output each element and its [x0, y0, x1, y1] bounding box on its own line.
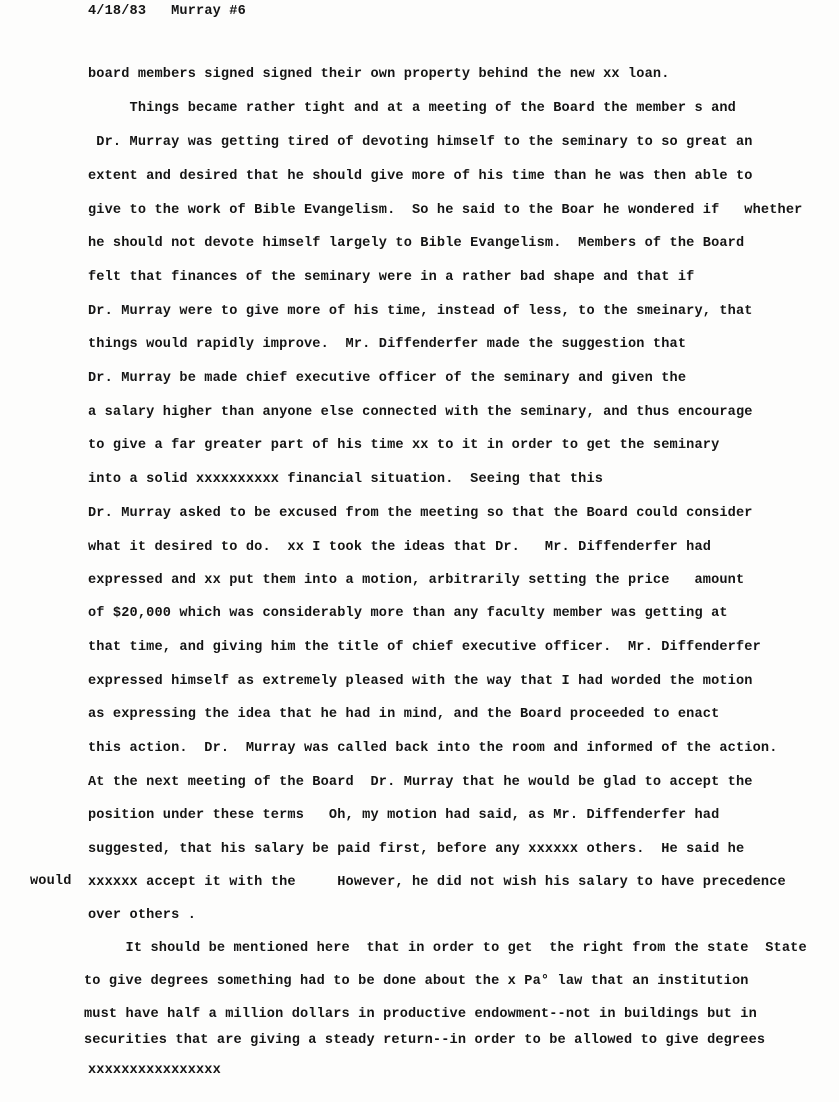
text-line: what it desired to do. xx I took the ideas that Dr. Mr. Diffenderfer had [88, 540, 712, 555]
text-line: this action. Dr. Murray was called back into the room and informed of the action. [88, 741, 778, 756]
page-header [88, 4, 246, 19]
text-line: felt that finances of the seminary were in a rather bad shape and that if [88, 270, 695, 285]
text-line: At the next meeting of the Board Dr. Murray that he would be glad to accept the [88, 775, 753, 790]
text-line: board members signed signed their own property behind the new xx loan. [88, 67, 670, 82]
text-line: to give degrees something had to be done about the x Pa° law that an institution [84, 974, 749, 989]
text-line: Dr. Murray were to give more of his time, instead of less, to the smeinary, that [88, 304, 753, 319]
text-line: over others . [88, 908, 196, 923]
text-line: expressed himself as extremely pleased with the way that I had worded the motion [88, 674, 753, 689]
text-line: Things became rather tight and at a meeting of the Board the member s and [88, 101, 736, 116]
margin-note: would [30, 874, 72, 889]
text-line: give to the work of Bible Evangelism. So he said to the Boar he wondered if whether [88, 203, 803, 218]
text-line: things would rapidly improve. Mr. Diffenderfer made the suggestion that [88, 337, 687, 352]
text-line: must have half a million dollars in productive endowment--not in buildings but in [84, 1007, 757, 1022]
text-line: suggested, that his salary be paid first, before any xxxxxx others. He said he [88, 842, 745, 857]
text-line: Dr. Murray be made chief executive officer of the seminary and given the [88, 371, 687, 386]
text-line: to give a far greater part of his time xx to it in order to get the seminary [88, 438, 720, 453]
text-line: a salary higher than anyone else connected with the seminary, and thus encourage [88, 405, 753, 420]
text-line: xxxxxxxxxxxxxxxx [88, 1063, 221, 1078]
text-line: expressed and xx put them into a motion, arbitrarily setting the price amount [88, 573, 745, 588]
text-line: Dr. Murray was getting tired of devoting himself to the seminary to so great an [88, 135, 753, 150]
text-line: he should not devote himself largely to Bible Evangelism. Members of the Board [88, 236, 745, 251]
header-name: Murray [171, 4, 221, 19]
text-line: xxxxxx accept it with the However, he did not wish his salary to have precedence [88, 875, 786, 890]
text-line: securities that are giving a steady return--in order to be allowed to give degrees [84, 1033, 766, 1048]
text-line: position under these terms Oh, my motion had said, as Mr. Diffenderfer had [88, 808, 720, 823]
text-line: extent and desired that he should give more of his time than he was then able to [88, 169, 753, 184]
text-line: that time, and giving him the title of chief executive officer. Mr. Diffenderfer [88, 640, 761, 655]
text-line: as expressing the idea that he had in mind, and the Board proceeded to enact [88, 707, 720, 722]
text-line: Dr. Murray asked to be excused from the meeting so that the Board could consider [88, 506, 753, 521]
text-line: of $20,000 which was considerably more than any faculty member was getting at [88, 606, 728, 621]
text-line: into a solid xxxxxxxxxx financial situation. Seeing that this [88, 472, 604, 487]
header-page-number: #6 [229, 4, 246, 19]
text-line: It should be mentioned here that in order to get the right from the state State [84, 941, 807, 956]
header-date: 4/18/83 [88, 4, 147, 19]
